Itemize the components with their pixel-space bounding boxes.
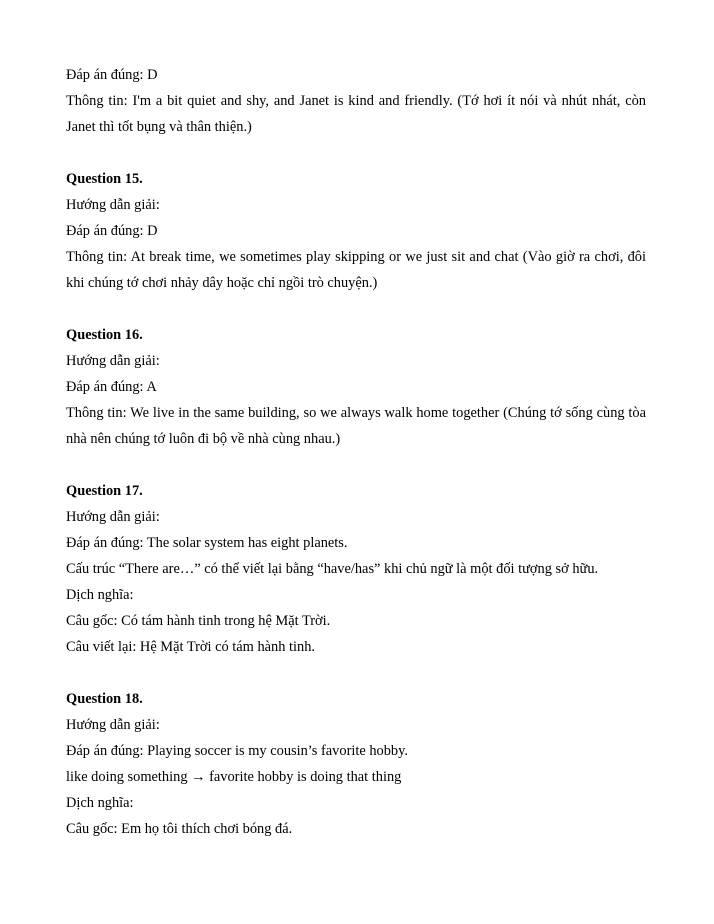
document-page: [66, 62, 646, 842]
meaning-label: Dịch nghĩa:: [66, 587, 134, 603]
structure-note: like doing something → favorite hobby is doing that thing: [66, 769, 402, 785]
answer-line: Đáp án đúng: The solar system has eight planets.: [66, 535, 348, 551]
guide-label: Hướng dẫn giải:: [66, 353, 160, 369]
original-sentence: Câu gốc: Có tám hành tinh trong hệ Mặt Trời.: [66, 613, 331, 629]
spacer: [66, 452, 646, 478]
question-16-title: Question 16.: [66, 327, 143, 343]
info-paragraph: Thông tin: I'm a bit quiet and shy, and Janet is kind and friendly. (Tớ hơi ít nói và nhút nhát, còn Janet thì tốt bụng và thân thiện.): [66, 93, 646, 135]
rewritten-sentence: Câu viết lại: Hệ Mặt Trời có tám hành tinh.: [66, 639, 316, 655]
info-paragraph: Thông tin: We live in the same building, so we always walk home together (Chúng tớ sống cùng tòa nhà nên chúng tớ luôn đi bộ về nhà cùng nhau.): [66, 405, 646, 447]
question-15-title: Question 15.: [66, 171, 143, 187]
question-18-title: Question 18.: [66, 691, 143, 707]
spacer: [66, 660, 646, 686]
meaning-label: Dịch nghĩa:: [66, 795, 134, 811]
spacer: [66, 140, 646, 166]
spacer: [66, 296, 646, 322]
answer-line: Đáp án đúng: A: [66, 379, 157, 395]
answer-line: Đáp án đúng: D: [66, 223, 158, 239]
guide-label: Hướng dẫn giải:: [66, 509, 160, 525]
guide-label: Hướng dẫn giải:: [66, 197, 160, 213]
original-sentence: Câu gốc: Em họ tôi thích chơi bóng đá.: [66, 821, 293, 837]
question-17-title: Question 17.: [66, 483, 143, 499]
structure-note: Cấu trúc “There are…” có thể viết lại bằng “have/has” khi chủ ngữ là một đối tượng sở hữu.: [66, 561, 599, 577]
info-paragraph: Thông tin: At break time, we sometimes play skipping or we just sit and chat (Vào giờ ra chơi, đôi khi chúng tớ chơi nhảy dây hoặc chỉ ngồi trò chuyện.): [66, 249, 646, 291]
guide-label: Hướng dẫn giải:: [66, 717, 160, 733]
answer-line: Đáp án đúng: D: [66, 67, 158, 83]
answer-line: Đáp án đúng: Playing soccer is my cousin’s favorite hobby.: [66, 743, 408, 759]
